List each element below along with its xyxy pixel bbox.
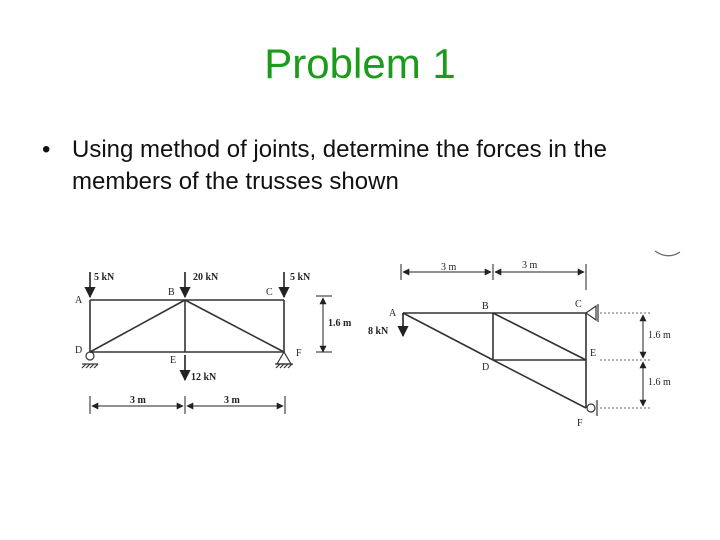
node-label-d-2: D — [482, 362, 490, 373]
node-label-d: D — [75, 345, 83, 356]
node-label-a-2: A — [389, 308, 397, 319]
bullet-text: Using method of joints, determine the forces in the members of the trusses shown — [72, 136, 607, 195]
support-c-2 — [586, 304, 598, 322]
node-label-e-2: E — [590, 348, 597, 359]
dim-span-1-right-label: 3 m — [224, 395, 240, 406]
member-db — [90, 300, 185, 352]
load-label-a-2: 8 kN — [368, 326, 389, 337]
member-bf — [185, 300, 284, 352]
dim-height-1-label: 1.6 m — [328, 318, 352, 329]
support-f — [275, 352, 293, 368]
support-d — [82, 352, 98, 368]
node-label-a: A — [75, 295, 83, 306]
node-label-f-2: F — [577, 418, 583, 429]
dim-span-2-left-label: 3 m — [441, 262, 457, 273]
member-df-2 — [493, 360, 586, 408]
load-label-b: 20 kN — [193, 272, 219, 283]
support-f-2 — [587, 400, 597, 416]
dim-height-2-upper-label: 1.6 m — [648, 330, 671, 341]
node-label-c: C — [266, 287, 273, 298]
member-be-2 — [493, 313, 586, 360]
bullet-dot: • — [42, 136, 51, 163]
load-label-e: 12 kN — [191, 372, 217, 383]
decorative-arc — [655, 251, 680, 256]
load-label-c: 5 kN — [290, 272, 311, 283]
dim-span-1-left-label: 3 m — [130, 395, 146, 406]
truss-1 — [90, 300, 284, 352]
load-label-a: 5 kN — [94, 272, 115, 283]
slide-title: Problem 1 — [264, 40, 456, 87]
node-label-b: B — [168, 287, 175, 298]
member-ad-2 — [403, 313, 493, 360]
dim-height-2-lower-label: 1.6 m — [648, 377, 671, 388]
node-label-e: E — [170, 355, 177, 366]
node-label-b-2: B — [482, 301, 489, 312]
node-label-f: F — [296, 348, 302, 359]
dim-span-2-right-label: 3 m — [522, 260, 538, 271]
node-label-c-2: C — [575, 299, 582, 310]
truss-2 — [403, 313, 586, 408]
